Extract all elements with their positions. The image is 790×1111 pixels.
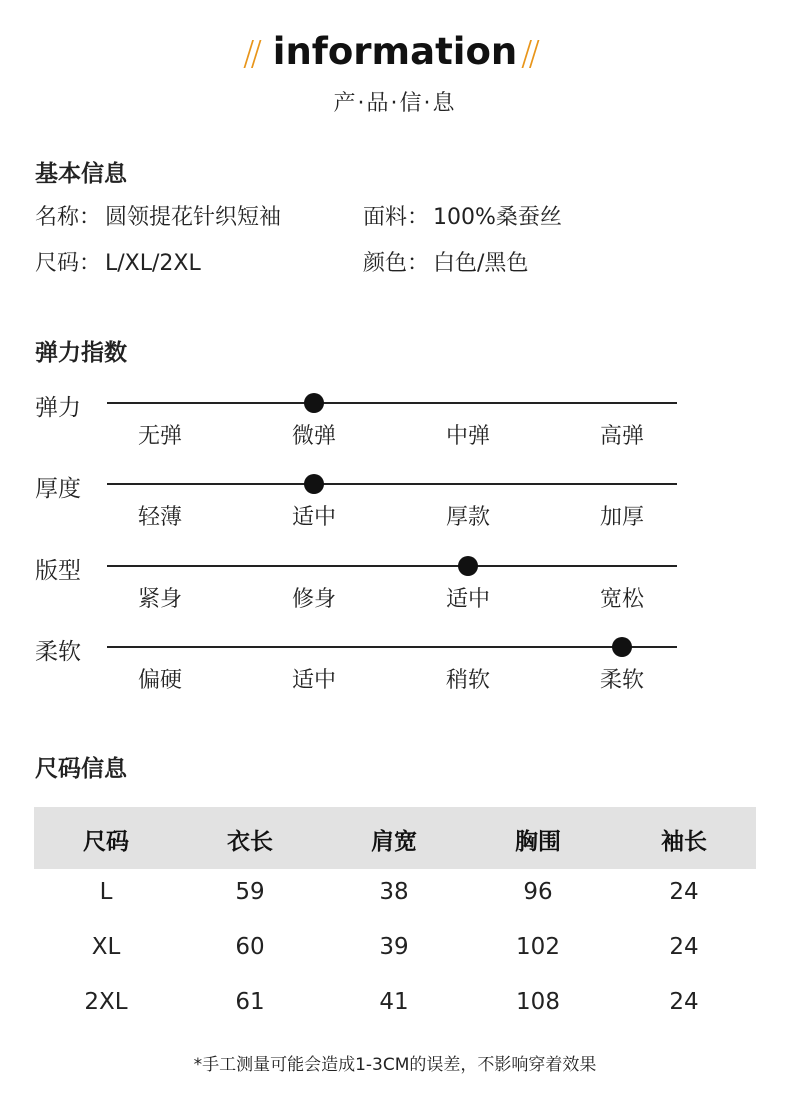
color-row <box>363 246 528 277</box>
scale-indicator-dot <box>458 556 478 576</box>
scale-option: 厚款 <box>445 505 490 530</box>
slash-right-decoration: // <box>521 34 536 74</box>
scale-option: 宽松 <box>599 587 644 612</box>
scale-indicator-dot <box>304 393 324 413</box>
table-header-cell: 衣长 <box>227 829 273 855</box>
fabric-value: 100%桑蚕丝 <box>433 205 562 230</box>
size-row <box>35 246 201 277</box>
size-info-title: 尺码信息 <box>35 756 127 782</box>
scale-option: 高弹 <box>599 424 644 449</box>
scale-option: 轻薄 <box>137 505 182 530</box>
scale-option: 修身 <box>291 587 336 612</box>
table-cell: 24 <box>669 989 699 1015</box>
scale-track <box>107 646 677 648</box>
scale-option: 无弹 <box>137 424 182 449</box>
scale-label: 厚度 <box>35 476 81 502</box>
table-cell: 108 <box>516 989 560 1015</box>
table-cell: 61 <box>235 989 265 1015</box>
scale-label: 版型 <box>35 558 81 584</box>
name-label: 名称： <box>35 205 102 230</box>
color-label: 颜色： <box>363 251 430 276</box>
scale-option: 微弹 <box>291 424 336 449</box>
name-value: 圆领提花针织短袖 <box>105 205 282 230</box>
table-cell: 24 <box>669 934 699 960</box>
table-cell: 41 <box>379 989 409 1015</box>
scale-option: 紧身 <box>137 587 182 612</box>
scale-option: 加厚 <box>599 505 644 530</box>
size-label: 尺码： <box>35 251 102 276</box>
table-cell: XL <box>91 934 121 960</box>
scale-indicator-dot <box>304 474 324 494</box>
page-subtitle: 产·品·信·息 <box>333 91 457 116</box>
scale-indicator-dot <box>612 637 632 657</box>
header <box>0 30 790 80</box>
table-cell: L <box>99 879 113 905</box>
fabric-row <box>363 200 562 231</box>
scale-option: 中弹 <box>445 424 490 449</box>
measurement-note: *手工测量可能会造成1-3CM的误差，不影响穿着效果 <box>193 1055 597 1075</box>
basic-info-title: 基本信息 <box>35 161 127 187</box>
fabric-label: 面料： <box>363 205 430 230</box>
scale-option: 适中 <box>291 668 336 693</box>
table-header-cell: 尺码 <box>83 829 129 855</box>
scale-option: 适中 <box>445 587 490 612</box>
table-cell: 24 <box>669 879 699 905</box>
table-header-cell: 袖长 <box>661 829 707 855</box>
table-cell: 38 <box>379 879 409 905</box>
elasticity-title: 弹力指数 <box>35 340 127 366</box>
scale-track <box>107 402 677 404</box>
scale-option: 适中 <box>291 505 336 530</box>
scale-option: 稍软 <box>445 668 490 693</box>
table-cell: 39 <box>379 934 409 960</box>
scale-option: 偏硬 <box>137 668 182 693</box>
size-value: L/XL/2XL <box>105 251 201 276</box>
scale-track <box>107 483 677 485</box>
table-cell: 2XL <box>84 989 128 1015</box>
table-header-cell: 肩宽 <box>371 829 417 855</box>
table-cell: 96 <box>523 879 553 905</box>
scale-option: 柔软 <box>599 668 644 693</box>
scale-track <box>107 565 677 567</box>
name-row <box>35 200 281 231</box>
scale-label: 柔软 <box>35 639 81 665</box>
table-header-cell: 胸围 <box>515 829 561 855</box>
page-title: information <box>272 30 518 73</box>
table-cell: 60 <box>235 934 265 960</box>
scale-label: 弹力 <box>35 395 81 421</box>
color-value: 白色/黑色 <box>433 251 529 276</box>
table-cell: 102 <box>516 934 560 960</box>
slash-left-decoration: // <box>243 34 258 74</box>
table-cell: 59 <box>235 879 265 905</box>
